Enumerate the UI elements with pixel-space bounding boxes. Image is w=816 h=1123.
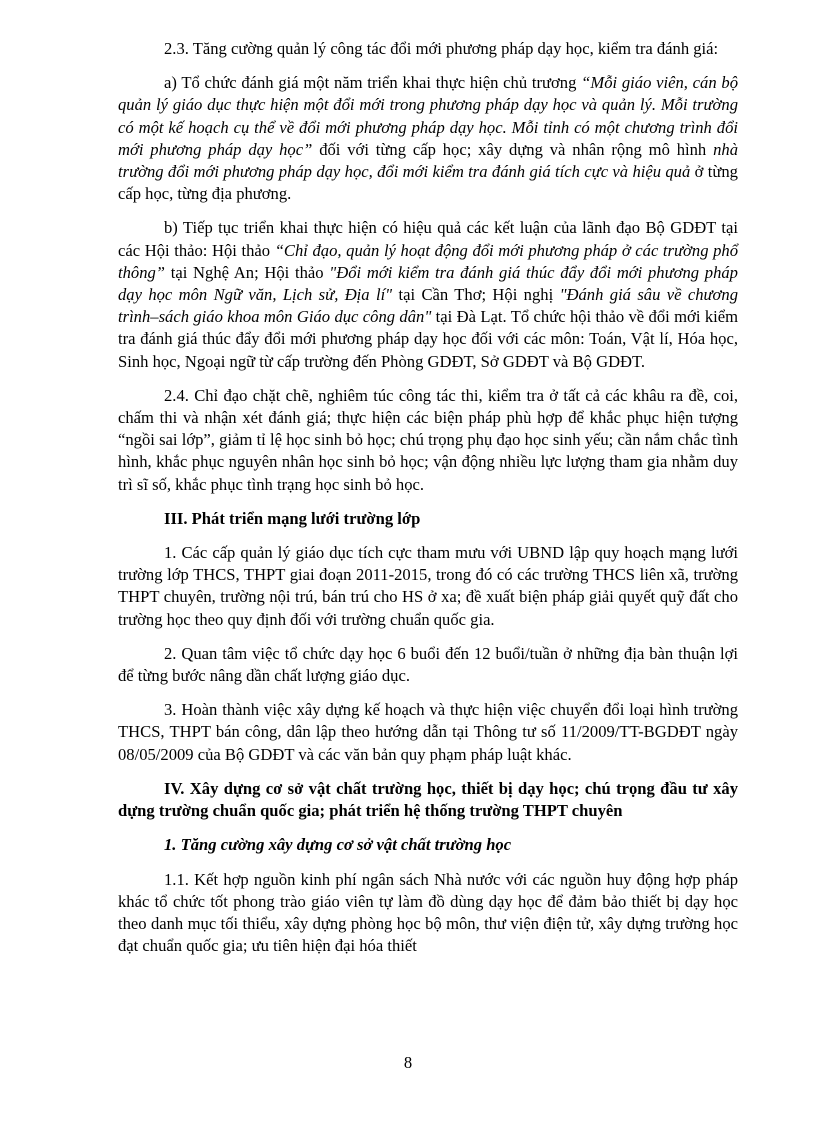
page-number: 8 (403, 1053, 413, 1072)
paragraph-a-quote-1: “Mỗi giáo viên, cán bộ quản lý giáo dục thực hiện một đổi mới trong phương pháp dạy học và quản lý. Mỗi trường có một kế hoạch cụ thể về đổi mới phương pháp dạy học. Mỗi tỉnh có một chương trình đổi mới phương pháp dạy học” (118, 73, 738, 159)
paragraph-b-text-4: tại Đà Lạt. Tổ chức hội thảo về đổi mới kiểm tra đánh giá thúc đẩy đổi mới phương pháp dạy học đối với các môn: Toán, Vật lí, Hóa học, Sinh học, Ngoại ngữ từ cấp trường đến Phòng GDĐT, Sở GDĐT và Bộ GDĐT. (118, 307, 739, 371)
section-2-4-paragraph: 2.4. Chỉ đạo chặt chẽ, nghiêm túc công tác thi, kiểm tra ở tất cả các khâu ra đề, coi, chấm thi và nhận xét đánh giá; thực hiện các biện pháp phù hợp để khắc phục hiện tượng “ngồi sai lớp”, giảm tỉ lệ học sinh bỏ học; chú trọng phụ đạo học sinh yếu; cần nắm chắc tình hình, khắc phục nguyên nhân học sinh bỏ học; vận động nhiều lực lượng tham gia nhằm duy trì sĩ số, khắc phục tình trạng học sinh bỏ học. (118, 385, 738, 494)
paragraph-b-text-1: b) Tiếp tục triển khai thực hiện có hiệu quả các kết luận của lãnh đạo Bộ GDĐT tại các Hội thảo: Hội thảo (118, 218, 738, 260)
paragraph-a-text-2: đối với từng cấp học; xây dựng và nhân rộng mô hình (312, 139, 714, 159)
paragraph-b (118, 217, 738, 372)
section-III-item-3: 3. Hoàn thành việc xây dựng kế hoạch và thực hiện việc chuyển đổi loại hình trường THCS, THPT bán công, dân lập theo hướng dẫn tại Thông tư số 11/2009/TT-BGDĐT ngày 08/05/2009 của Bộ GDĐT và các văn bản quy phạm pháp luật khác. (118, 700, 738, 764)
paragraph-a-text-1: a) Tổ chức đánh giá một năm triển khai thực hiện chủ trương (164, 73, 582, 93)
section-IV-heading: IV. Xây dựng cơ sở vật chất trường học, thiết bị dạy học; chú trọng đầu tư xây dựng trường chuẩn quốc gia; phát triển hệ thống trường THPT chuyên (118, 778, 738, 821)
document-page (118, 38, 738, 957)
paragraph-b-quote-3: "Đánh giá sâu về chương trình–sách giáo khoa môn Giáo dục công dân" (118, 285, 738, 327)
section-IV-1-1-paragraph: 1.1. Kết hợp nguồn kinh phí ngân sách Nhà nước với các nguồn huy động hợp pháp khác tổ chức tốt phong trào giáo viên tự làm đồ dùng dạy học để đảm bảo thiết bị dạy học theo danh mục tối thiểu, xây dựng phòng học bộ môn, thư viện điện tử, xây dựng trường học đạt chuẩn quốc gia; ưu tiên hiện đại hóa thiết (118, 869, 738, 956)
paragraph-a-text-3: ở từng cấp học, từng địa phương. (118, 162, 738, 204)
paragraph-b-quote-1: “Chỉ đạo, quản lý hoạt động đổi mới phương pháp ở các trường phổ thông” (118, 240, 738, 282)
section-2-3-heading: 2.3. Tăng cường quản lý công tác đổi mới phương pháp dạy học, kiểm tra đánh giá: (164, 39, 719, 58)
paragraph-a-quote-2: nhà trường đổi mới phương pháp dạy học, đổi mới kiểm tra đánh giá tích cực và hiệu quả (118, 139, 738, 182)
section-IV-1-heading: 1. Tăng cường xây dựng cơ sở vật chất trường học (164, 835, 512, 855)
paragraph-b-quote-2: "Đổi mới kiểm tra đánh giá thúc đẩy đổi mới phương pháp dạy học môn Ngữ văn, Lịch sử, Địa lí" (118, 262, 738, 305)
section-III-heading: III. Phát triển mạng lưới trường lớp (164, 508, 421, 528)
paragraph-a (118, 72, 738, 205)
paragraph-b-text-3: tại Cần Thơ; Hội nghị (392, 285, 560, 305)
paragraph-b-text-2: tại Nghệ An; Hội thảo (165, 262, 330, 282)
section-III-item-2: 2. Quan tâm việc tổ chức dạy học 6 buổi đến 12 buổi/tuần ở những địa bàn thuận lợi để từng bước nâng dần chất lượng giáo dục. (118, 643, 738, 686)
section-III-item-1: 1. Các cấp quản lý giáo dục tích cực tham mưu với UBND lập quy hoạch mạng lưới trường lớp THCS, THPT giai đoạn 2011-2015, trong đó có các trường THCS liên xã, trường THPT chuyên, trường nội trú, bán trú cho HS ở xa; đề xuất biện pháp giải quyết quỹ đất cho trường học theo quy định đối với trường chuẩn quốc gia. (118, 543, 738, 629)
